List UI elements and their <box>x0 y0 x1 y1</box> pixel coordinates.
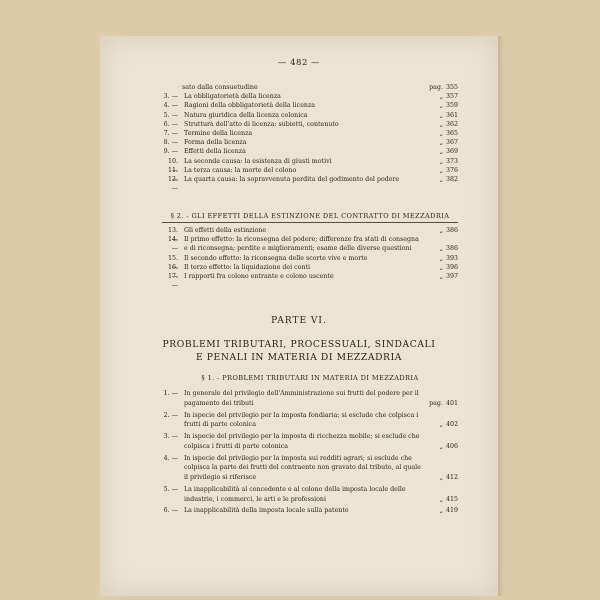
ditto-mark: „ <box>439 507 443 515</box>
page-value: 386 <box>445 227 458 234</box>
ditto-mark: „ <box>439 227 443 234</box>
page-value: 406 <box>445 442 458 450</box>
page-edge <box>498 36 504 596</box>
page-value: 355 <box>445 84 458 91</box>
page-value: 369 <box>445 148 458 156</box>
book-page <box>100 36 498 596</box>
entry-page <box>440 420 458 430</box>
entry-title: Forma della licenza <box>184 139 247 147</box>
entry-number: 12. — <box>162 175 178 193</box>
ditto-mark: „ <box>439 148 443 156</box>
page-value: 382 <box>445 176 458 184</box>
entry-page <box>440 101 458 110</box>
page-value: 402 <box>445 421 458 429</box>
page-value: 412 <box>445 473 458 481</box>
toc-list <box>162 226 458 281</box>
toc-entry <box>162 157 458 166</box>
toc-section-licenza <box>162 83 458 184</box>
ditto-mark: „ <box>439 273 443 281</box>
entry-title: In ispecie del privilegio per la imposta sui redditi agrari; si esclude che colpisca la parte dei frutti del contraente non gravato dal tributo, al quale il privilegio si riferisce <box>184 454 421 481</box>
section-heading: § 2. - GLI EFFETTI DELLA ESTINZIONE DEL CONTRATTO DI MEZZADRIA <box>170 212 450 220</box>
entry-number: 3. — <box>162 92 178 101</box>
entry-page <box>440 175 458 184</box>
entry-page <box>440 495 458 505</box>
entry-page <box>440 129 458 138</box>
toc-entry <box>162 254 458 263</box>
toc-entry <box>162 120 458 129</box>
entry-title: In ispecie del privilegio per la imposta fondiaria; si esclude che colpisca i frutti di parte colonica <box>184 411 419 429</box>
toc-list <box>162 83 458 184</box>
entry-number: 4. — <box>162 454 178 464</box>
toc-entry <box>162 147 458 156</box>
toc-entry <box>162 101 458 110</box>
entry-page <box>440 157 458 166</box>
entry-page <box>440 226 458 235</box>
entry-title: Il secondo effetto: la riconsegna delle scorte vive e morte <box>184 254 368 262</box>
toc-entry <box>162 506 458 516</box>
entry-number: 7. — <box>162 129 178 138</box>
ditto-mark: „ <box>439 495 443 503</box>
toc-entry <box>162 92 458 101</box>
ditto-mark: „ <box>439 111 443 119</box>
entry-title: Struttura dell'atto di licenza: subietti, contenuto <box>184 120 339 128</box>
page-value: 376 <box>445 166 458 174</box>
entry-title: La inapplicabilità della imposta locale sulla patente <box>184 507 349 515</box>
entry-number: 8. — <box>162 138 178 147</box>
ditto-mark: „ <box>439 166 443 174</box>
entry-page <box>440 138 458 147</box>
entry-title: La obbligatorietà della licenza <box>184 93 281 101</box>
toc-entry <box>162 454 458 483</box>
entry-number: 10. — <box>162 157 178 175</box>
page-value: 373 <box>445 157 458 165</box>
entry-title: La seconda causa: la esistenza di giusti motivi <box>184 157 332 165</box>
divider <box>162 222 458 223</box>
ditto-mark: „ <box>439 473 443 481</box>
entry-page <box>440 166 458 175</box>
part-subtitle-line: E PENALI IN MATERIA DI MEZZADRIA <box>195 352 403 363</box>
page-value: 419 <box>445 507 458 515</box>
entry-page <box>440 272 458 281</box>
entry-title: La inapplicabilità al concedente e al colono della imposta locale delle industrie, i commerci, le arti e le professioni <box>184 485 406 503</box>
entry-page <box>440 263 458 272</box>
section-heading: § 1. - PROBLEMI TRIBUTARI IN MATERIA DI MEZZADRIA <box>201 374 419 382</box>
ditto-mark: „ <box>439 254 443 262</box>
entry-page <box>440 506 458 516</box>
entry-page <box>440 473 458 483</box>
toc-list <box>162 389 458 516</box>
toc-entry <box>162 83 458 92</box>
page-value: 386 <box>445 245 458 253</box>
entry-number: 3. — <box>162 432 178 442</box>
toc-entry <box>162 138 458 147</box>
page-value: 365 <box>445 130 458 138</box>
page-prefix: pag. <box>429 84 443 91</box>
page-value: 401 <box>445 399 458 407</box>
entry-title: I rapporti fra colono entrante e colono uscente <box>184 273 334 281</box>
entry-number: 16. — <box>162 263 178 281</box>
entry-page <box>440 442 458 452</box>
entry-number: 11. — <box>162 166 178 184</box>
page-value: 357 <box>445 93 458 101</box>
ditto-mark: „ <box>439 245 443 253</box>
page-value: 393 <box>445 254 458 262</box>
ditto-mark: „ <box>439 93 443 101</box>
entry-number: 17. — <box>162 272 178 290</box>
ditto-mark: „ <box>439 442 443 450</box>
toc-section-tributari <box>162 389 458 518</box>
page-value: 362 <box>445 120 458 128</box>
page-value: 415 <box>445 495 458 503</box>
toc-entry <box>162 411 458 430</box>
entry-title: Termine della licenza <box>184 130 253 138</box>
entry-page <box>440 120 458 129</box>
entry-number: 6. — <box>162 506 178 516</box>
entry-number: 13. — <box>162 226 178 244</box>
toc-entry <box>162 166 458 175</box>
ditto-mark: „ <box>439 176 443 184</box>
entry-number: 2. — <box>162 411 178 421</box>
entry-number: 15. — <box>162 254 178 272</box>
entry-number: 4. — <box>162 101 178 110</box>
entry-number: 9. — <box>162 147 178 156</box>
entry-number: 14. — <box>162 235 178 253</box>
page-number: — 482 — <box>277 58 321 68</box>
part-subtitle <box>100 338 498 364</box>
toc-entry <box>162 485 458 504</box>
entry-title: La quarta causa: la sopravvenuta perdita del godimento del podere <box>184 176 400 184</box>
entry-number: 5. — <box>162 111 178 120</box>
toc-entry <box>162 129 458 138</box>
ditto-mark: „ <box>439 130 443 138</box>
toc-entry <box>162 272 458 281</box>
entry-title: Il terzo effetto: la liquidazione dei conti <box>184 263 311 271</box>
page-value: 367 <box>445 139 458 147</box>
ditto-mark: „ <box>439 421 443 429</box>
entry-page <box>440 147 458 156</box>
page-value: 361 <box>445 111 458 119</box>
entry-page <box>429 83 458 92</box>
entry-number: 6. — <box>162 120 178 129</box>
entry-number: 5. — <box>162 485 178 495</box>
entry-title: Il primo effetto: la riconsegna del podere; differenze fra stati di consegna e di riconsegna; perdite e miglioramenti; esame delle diverse questioni <box>184 236 419 253</box>
toc-entry <box>162 111 458 120</box>
ditto-mark: „ <box>439 157 443 165</box>
page-value: 396 <box>445 263 458 271</box>
part-subtitle-line: PROBLEMI TRIBUTARI, PROCESSUALI, SINDACALI <box>162 339 436 350</box>
entry-page <box>440 111 458 120</box>
toc-entry <box>162 235 458 253</box>
page-prefix: pag. <box>429 399 443 407</box>
entry-title: Effetti della licenza <box>184 148 246 156</box>
toc-entry <box>162 175 458 184</box>
entry-title: sato dalla consuetudine <box>182 84 258 91</box>
entry-title: Natura giuridica della licenza colonica <box>184 111 308 119</box>
ditto-mark: „ <box>439 102 443 110</box>
entry-page <box>440 92 458 101</box>
toc-entry <box>162 389 458 408</box>
ditto-mark: „ <box>439 139 443 147</box>
entry-title: In generale del privilegio dell'Amministrazione sui frutti del podere per il pagamento dei tributi <box>184 390 419 407</box>
entry-number: 1. — <box>162 389 178 399</box>
toc-entry <box>162 432 458 451</box>
toc-entry <box>162 263 458 272</box>
entry-title: La terza causa: la morte del colono <box>184 166 297 174</box>
entry-page <box>440 254 458 263</box>
entry-page <box>440 244 458 253</box>
entry-title: Gli effetti della estinzione <box>184 227 267 234</box>
part-title: PARTE VI. <box>271 316 327 326</box>
entry-page <box>429 399 458 409</box>
page-value: 397 <box>445 273 458 281</box>
toc-section-effetti <box>162 226 458 281</box>
toc-entry <box>162 226 458 235</box>
entry-title: In ispecie del privilegio per la imposta di ricchezza mobile; si esclude che colpisca i frutti di parte colonica <box>184 433 420 450</box>
entry-title: Ragioni della obbligatorietà della licenza <box>184 102 316 110</box>
page-value: 359 <box>445 102 458 110</box>
ditto-mark: „ <box>439 120 443 128</box>
ditto-mark: „ <box>439 263 443 271</box>
